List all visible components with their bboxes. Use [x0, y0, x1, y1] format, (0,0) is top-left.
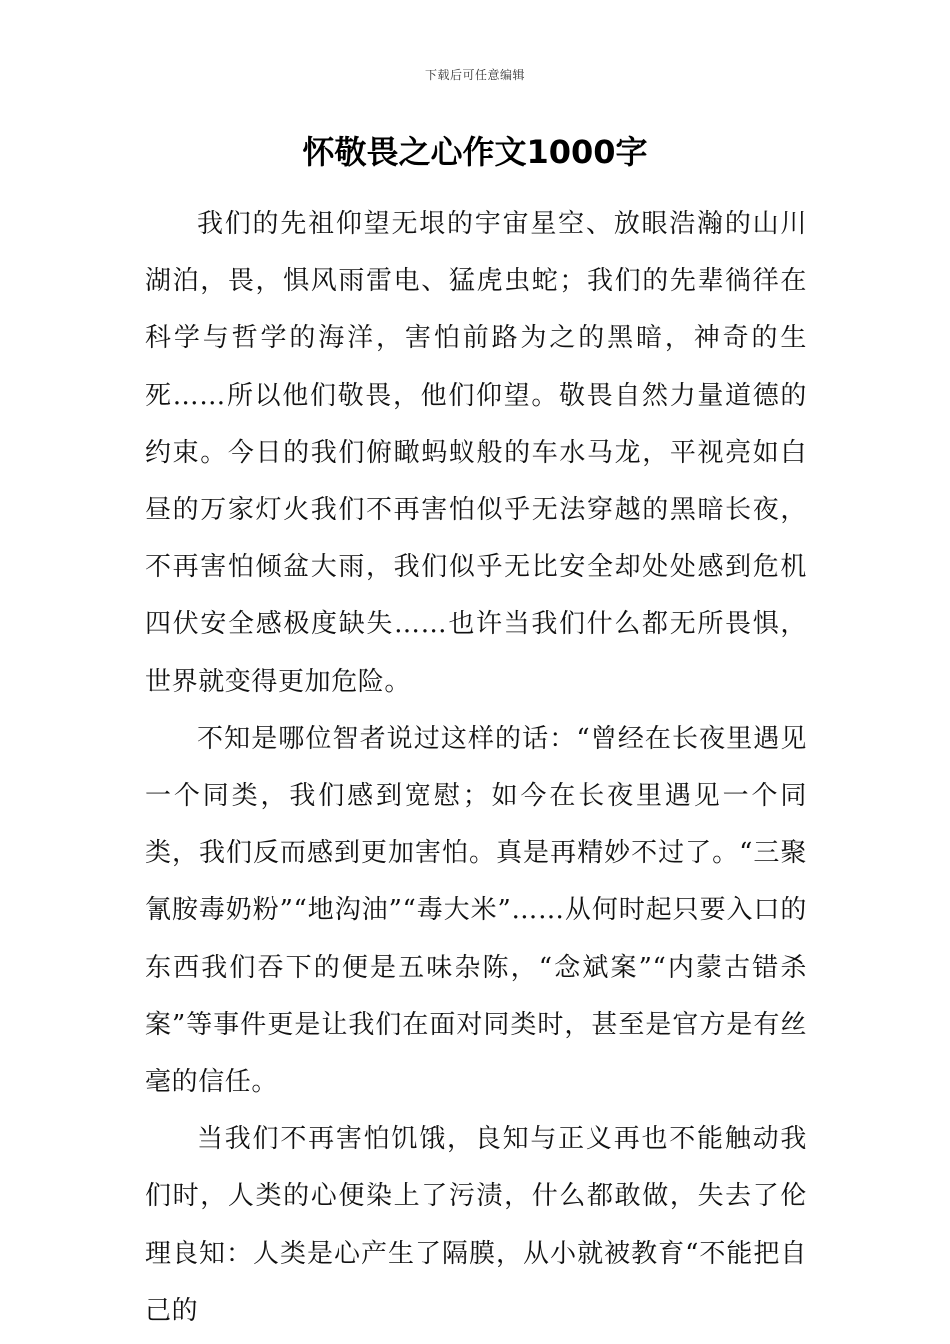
document-body — [145, 196, 807, 1340]
paragraph-2: 不知是哪位智者说过这样的话：“曾经在长夜里遇见一个同类，我们感到宽慰；如今在长夜里遇见一个同类，我们反而感到更加害怕。真是再精妙不过了。“三聚氰胺毒奶粉”“地沟油”“毒大米”……从何时起只要入口的东西我们吞下的便是五味杂陈，“念斌案”“内蒙古错杀案”等事件更是让我们在面对同类时，甚至是官方是有丝毫的信任。 — [145, 723, 807, 1098]
header-note: 下载后可任意编辑 — [424, 68, 525, 82]
paragraph-1: 我们的先祖仰望无垠的宇宙星空、放眼浩瀚的山川湖泊，畏，惧风雨雷电、猛虎虫蛇；我们的先辈徜徉在科学与哲学的海洋，害怕前路为之的黑暗，神奇的生死……所以他们敬畏，他们仰望。敬畏自然力量道德的约束。今日的我们俯瞰蚂蚁般的车水马龙，平视亮如白昼的万家灯火我们不再害怕似乎无法穿越的黑暗长夜，不再害怕倾盆大雨，我们似乎无比安全却处处感到危机四伏安全感极度缺失……也许当我们什么都无所畏惧，世界就变得更加危险。 — [145, 209, 807, 697]
document-title: 怀敬畏之心作文1000字 — [302, 133, 648, 171]
paragraph-3: 当我们不再害怕饥饿，良知与正义再也不能触动我们时，人类的心便染上了污渍，什么都敢做，失去了伦理良知：人类是心产生了隔膜，从小就被教育“不能把自己的 — [145, 1124, 807, 1326]
